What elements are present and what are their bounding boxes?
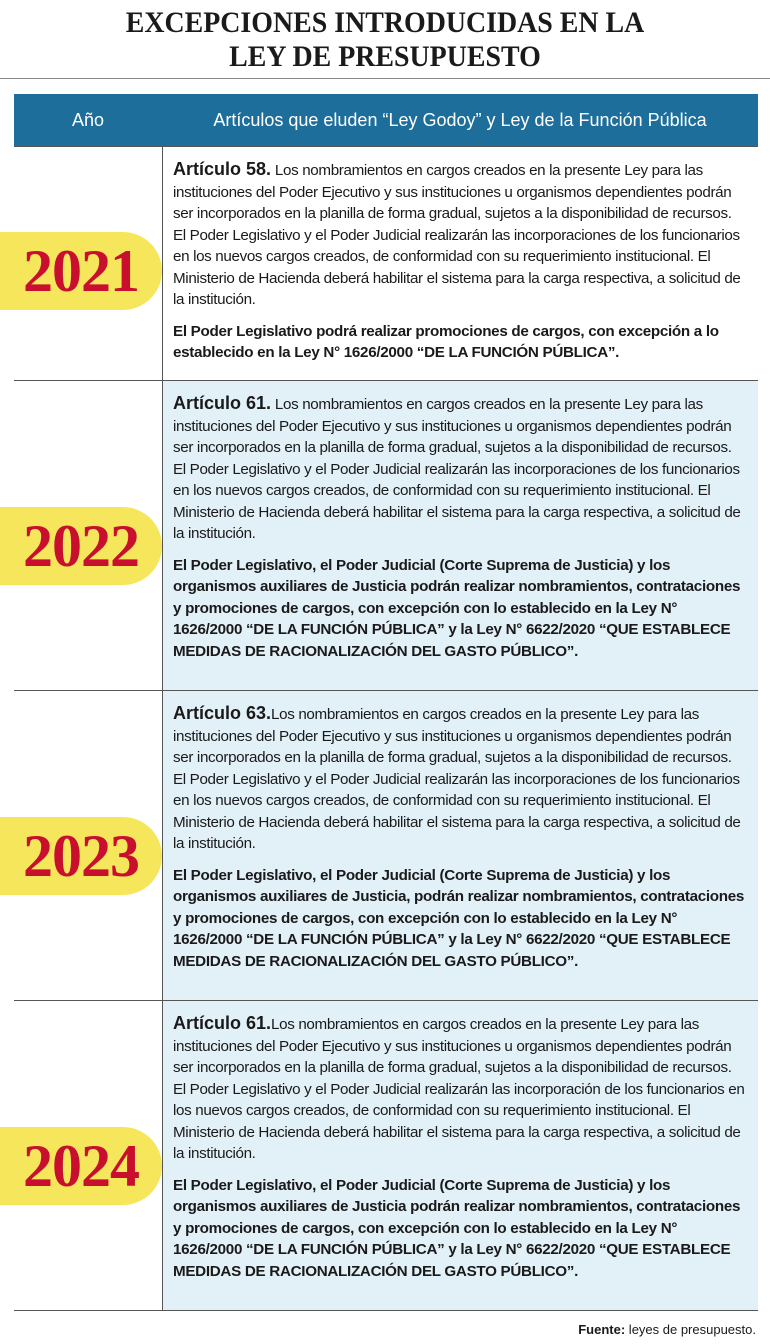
title-line-1: EXCEPCIONES INTRODUCIDAS EN LA: [125, 6, 645, 39]
title-line-2: LEY DE PRESUPUESTO: [229, 40, 541, 73]
exception-paragraph: El Poder Legislativo podrá realizar promociones de cargos, con excepción a lo establecido en la Ley N° 1626/2000 “DE LA FUNCIÓN PÚBLICA”.: [173, 322, 719, 361]
source-text: leyes de presupuesto.: [625, 1322, 756, 1337]
exception-paragraph: El Poder Legislativo, el Poder Judicial (Corte Suprema de Justicia) y los organismos auxiliares de Justicia, podrán realizar nombramientos, contrataciones y promociones de cargos, con excepción con lo establecido en la Ley N° 1626/2000 “DE LA FUNCIÓN PÚBLICA” y la Ley N° 6622/2020 “QUE ESTABLECE MEDIDAS DE RACIONALIZACIÓN DEL GASTO PÚBLICO”.: [173, 866, 745, 970]
article-text: Los nombramientos en cargos creados en la presente Ley para las instituciones del Poder Ejecutivo y sus instituciones u organismos dependientes podrán ser incorporados en la planilla de forma gradual, sujetos a la disponibilidad de recursos. El Poder Legislativo y el Poder Judicial realizarán las incorporaciones de los funcionarios en los nuevos cargos creados, de conformidad con su requerimiento institucional. El Ministerio de Hacienda deberá habilitar el sistema para la carga respectiva, a solicitud de la institución.: [173, 706, 741, 852]
article-text: Los nombramientos en cargos creados en la presente Ley para las instituciones del Poder Ejecutivo y sus instituciones u organismos dependientes podrán ser incorporados en la planilla de forma gradual, sujetos a la disponibilidad de recursos. El Poder Legislativo y el Poder Judicial realizarán las incorporaciones de los funcionarios en los nuevos cargos creados, de conformidad con su requerimiento institucional. El Ministerio de Hacienda deberá habilitar el sistema para la carga respectiva, a solicitud de la institución.: [173, 162, 741, 308]
year-badge-2022: 2022: [0, 507, 162, 585]
article-paragraph: [173, 393, 748, 545]
article-number: Artículo 61.: [173, 393, 272, 413]
exception-paragraph: El Poder Legislativo, el Poder Judicial (Corte Suprema de Justicia) y los organismos auxiliares de Justicia podrán realizar nombramientos, contrataciones y promociones de cargos, con excepción con lo establecido en la Ley N° 1626/2000 “DE LA FUNCIÓN PÚBLICA” y la Ley N° 6622/2020 “QUE ESTABLECE MEDIDAS DE RACIONALIZACIÓN DEL GASTO PÚBLICO”.: [173, 556, 741, 660]
article-number: Artículo 58.: [173, 159, 272, 179]
article-paragraph: [173, 1013, 748, 1165]
year-badge-2021: 2021: [0, 232, 162, 310]
article-paragraph: [173, 703, 748, 855]
source-note: [578, 1322, 756, 1337]
source-label: Fuente:: [578, 1322, 626, 1337]
page-title: [27, 0, 743, 80]
table-header: [14, 94, 758, 146]
article-cell: [162, 691, 758, 1000]
article-cell: [162, 1001, 758, 1310]
header-year: Año: [71, 109, 105, 130]
title-divider: [0, 78, 770, 79]
year-badge-2024: 2024: [0, 1127, 162, 1205]
article-cell: [162, 381, 758, 690]
table-bottom-border: [14, 1310, 758, 1311]
year-badge-2023: 2023: [0, 817, 162, 895]
exception-paragraph: El Poder Legislativo, el Poder Judicial (Corte Suprema de Justicia) y los organismos auxiliares de Justicia podrán realizar nombramientos, contrataciones y promociones de cargos, con excepción con lo establecido en la Ley N° 1626/2000 “DE LA FUNCIÓN PÚBLICA” y la Ley N° 6622/2020 “QUE ESTABLECE MEDIDAS DE RACIONALIZACIÓN DEL GASTO PÚBLICO”.: [173, 1176, 741, 1280]
article-text: Los nombramientos en cargos creados en la presente Ley para las instituciones del Poder Ejecutivo y sus instituciones u organismos dependientes podrán ser incorporados en la planilla de forma gradual, sujetos a la disponibilidad de recursos. El Poder Legislativo y el Poder Judicial realizarán las incorporación de los funcionarios en los nuevos cargos creados, de conformidad con su requerimiento institucional. El Ministerio de Hacienda deberá habilitar el sistema para la carga respectiva, a solicitud de la institución.: [173, 1016, 745, 1162]
article-cell: [162, 147, 758, 380]
article-paragraph: [173, 159, 748, 311]
header-articles: Artículos que eluden “Ley Godoy” y Ley de la Función Pública: [213, 109, 707, 130]
article-number: Artículo 63.: [173, 703, 272, 723]
article-number: Artículo 61.: [173, 1013, 272, 1033]
article-text: Los nombramientos en cargos creados en la presente Ley para las instituciones del Poder Ejecutivo y sus instituciones u organismos dependientes podrán ser incorporados en la planilla de forma gradual, sujetos a la disponibilidad de recursos. El Poder Legislativo y el Poder Judicial realizarán las incorporaciones de los funcionarios en los nuevos cargos creados, de conformidad con su requerimiento institucional. El Ministerio de Hacienda deberá habilitar el sistema para la carga respectiva, a solicitud de la institución.: [173, 396, 741, 542]
